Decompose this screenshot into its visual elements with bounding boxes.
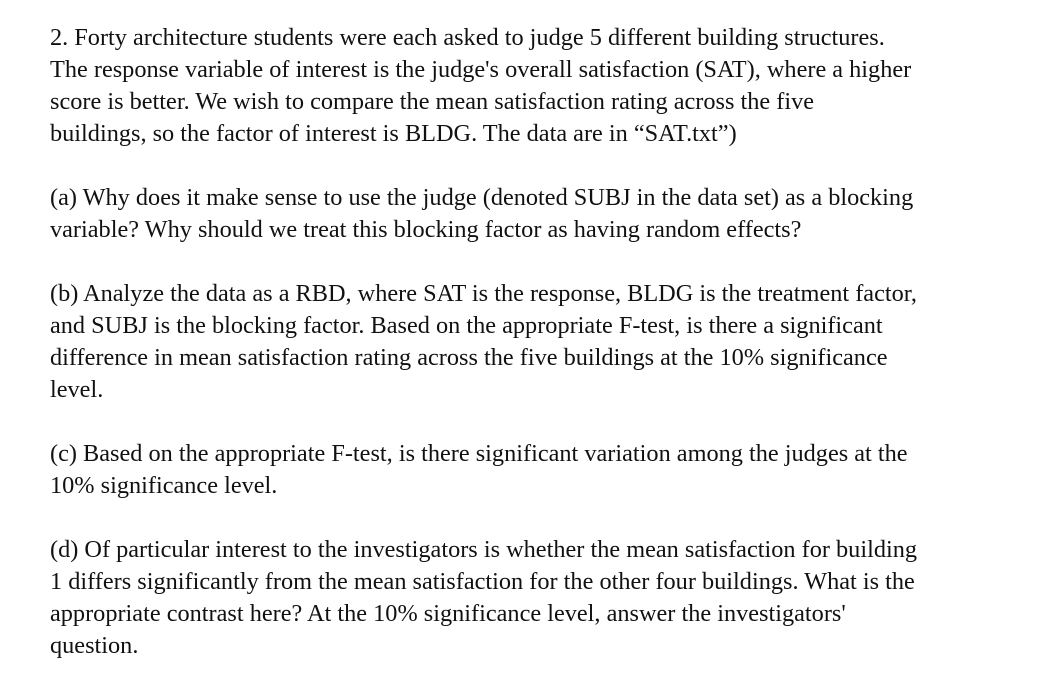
part-c-line: (c) Based on the appropriate F-test, is there significant variation among the judges at the [50,440,908,467]
part-b-line: (b) Analyze the data as a RBD, where SAT is the response, BLDG is the treatment factor, [50,280,917,307]
part-c-line: 10% significance level. [50,472,278,499]
part-a-line: (a) Why does it make sense to use the judge (denoted SUBJ in the data set) as a blocking [50,184,914,211]
intro-line: score is better. We wish to compare the mean satisfaction rating across the five [50,88,815,115]
question-part-c [50,438,1055,502]
part-d-line: appropriate contrast here? At the 10% significance level, answer the investigators' [50,600,846,627]
intro-line: buildings, so the factor of interest is BLDG. The data are in “SAT.txt”) [50,120,737,147]
question-part-a [50,182,1055,246]
part-a-line: variable? Why should we treat this blocking factor as having random effects? [50,216,802,243]
question-part-b [50,278,1055,406]
problem-document [50,22,1055,694]
question-part-d [50,534,1055,662]
part-d-line: question. [50,632,139,659]
intro-line: The response variable of interest is the judge's overall satisfaction (SAT), where a higher [50,56,912,83]
part-d-line: (d) Of particular interest to the investigators is whether the mean satisfaction for building [50,536,918,563]
part-d-line: 1 differs significantly from the mean satisfaction for the other four buildings. What is the [50,568,915,595]
problem-intro [50,22,1055,150]
part-b-line: and SUBJ is the blocking factor. Based on the appropriate F-test, is there a significant [50,312,883,339]
part-b-line: level. [50,376,104,403]
part-b-line: difference in mean satisfaction rating across the five buildings at the 10% significance [50,344,888,371]
intro-line: 2. Forty architecture students were each asked to judge 5 different building structures. [50,24,885,51]
